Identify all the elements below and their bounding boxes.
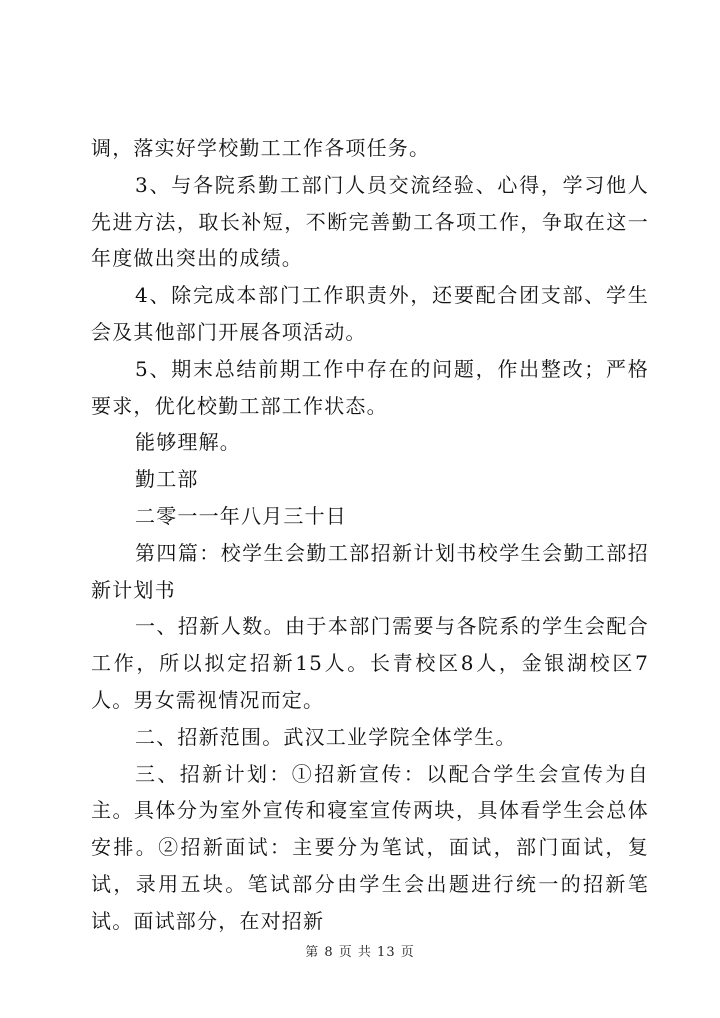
paragraph-recruit-scope: 二、招新范围。武汉工业学院全体学生。 — [135, 724, 517, 749]
paragraph-recruit-plan: 三、招新计划：①招新宣传：以配合学生会宣传为自主。具体分为室外宣传和寝室宣传两块，具体看学生会总体安排。②招新面试：主要分为笔试，面试，部门面试，复试，录用五块。笔试部分由学生会出题进行统一的招新笔试。面试部分，在对招新 — [91, 761, 649, 933]
paragraph-understand: 能够理解。 — [135, 430, 241, 455]
paragraph-item-4: 4、除完成本部门工作职责外，还要配合团支部、学生会及其他部门开展各项活动。 — [91, 283, 649, 344]
page-footer: 第 8 页 共 13 页 — [305, 945, 415, 960]
signature-date: 二零一一年八月三十日 — [135, 503, 347, 528]
section-heading: 第四篇：校学生会勤工部招新计划书校学生会勤工部招新计划书 — [91, 540, 649, 602]
document-body — [91, 130, 649, 940]
signature-department: 勤工部 — [135, 467, 199, 492]
paragraph-recruit-count: 一、招新人数。由于本部门需要与各院系的学生会配合工作，所以拟定招新15人。长青校区8人，金银湖校区7人。男女需视情况而定。 — [91, 614, 649, 712]
paragraph-item-5: 5、期末总结前期工作中存在的问题，作出整改；严格要求，优化校勤工部工作状态。 — [91, 356, 649, 418]
paragraph-continuation: 调，落实好学校勤工工作各项任务。 — [91, 136, 431, 160]
paragraph-item-3: 3、与各院系勤工部门人员交流经验、心得，学习他人先进方法，取长补短，不断完善勤工各项工作，争取在这一年度做出突出的成绩。 — [91, 172, 649, 271]
